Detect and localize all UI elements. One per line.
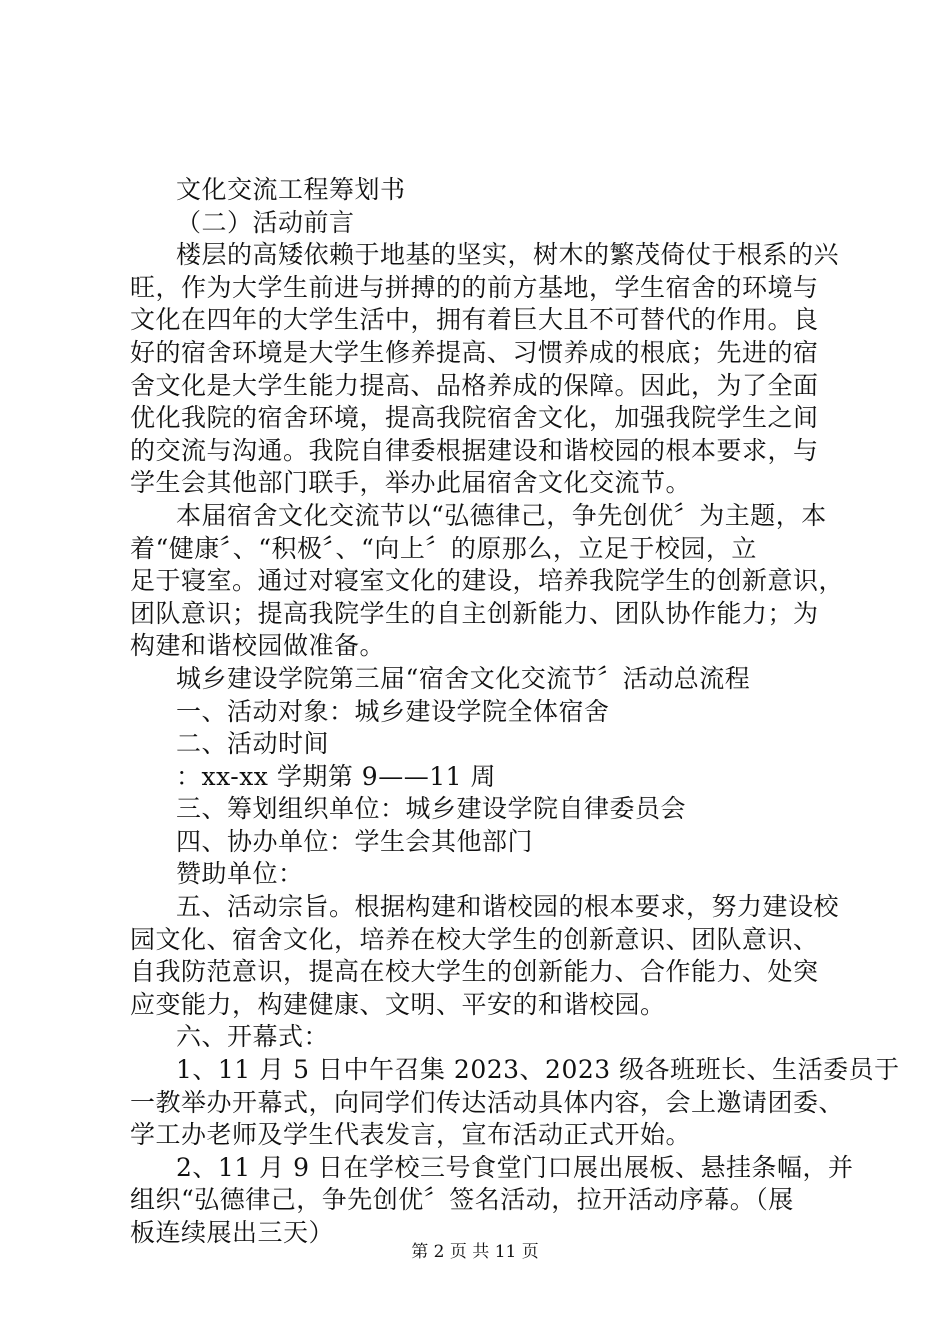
list-item: 一、活动对象：城乡建设学院全体宿舍	[176, 696, 610, 726]
document-title: 文化交流工程筹划书	[176, 175, 406, 204]
paragraph-line: 五、活动宗旨。根据构建和谐校园的根本要求，努力建设校	[176, 892, 840, 922]
section-heading: （二）活动前言	[176, 207, 355, 237]
paragraph-line: 本届宿舍文化交流节以“弘德律己，争先创优〞为主题，本	[176, 500, 827, 530]
paragraph-line: 自我防范意识，提高在校大学生的创新能力、合作能力、处突	[130, 957, 819, 987]
paragraph-line: 构建和谐校园做准备。	[130, 631, 386, 661]
paragraph-line: 着“健康〞、“积极〞、“向上〞的原那么，立足于校园，立	[130, 533, 757, 563]
list-item: 赞助单位：	[176, 859, 304, 889]
paragraph-line: 足于寝室。通过对寝室文化的建设，培养我院学生的创新意识，	[130, 566, 845, 596]
paragraph-line: 好的宿舍环境是大学生修养提高、习惯养成的根底；先进的宿	[130, 337, 819, 367]
paragraph-line: 舍文化是大学生能力提高、品格养成的保障。因此，为了全面	[130, 370, 819, 400]
paragraph-line: 的交流与沟通。我院自律委根据建设和谐校园的根本要求，与	[130, 435, 819, 465]
paragraph-line: 学工办老师及学生代表发言，宣布活动正式开始。	[130, 1120, 692, 1150]
paragraph-line: 一教举办开幕式，向同学们传达活动具体内容，会上邀请团委、	[130, 1087, 845, 1117]
paragraph-line: 2、11 月 9 日在学校三号食堂门口展出展板、悬挂条幅，并	[176, 1152, 854, 1182]
paragraph-line: 旺，作为大学生前进与拼搏的的前方基地，学生宿舍的环境与	[130, 272, 819, 302]
paragraph-line: 园文化、宿舍文化，培养在校大学生的创新意识、团队意识、	[130, 924, 819, 954]
paragraph-line: 团队意识；提高我院学生的自主创新能力、团队协作能力；为	[130, 598, 819, 628]
paragraph-line: 文化在四年的大学生活中，拥有着巨大且不可替代的作用。良	[130, 305, 819, 335]
paragraph-line: 楼层的高矮依赖于地基的坚实，树木的繁茂倚仗于根系的兴	[176, 240, 840, 270]
section-heading: 城乡建设学院第三届“宿舍文化交流节〞活动总流程	[176, 663, 751, 693]
paragraph-line: 优化我院的宿舍环境，提高我院宿舍文化，加强我院学生之间	[130, 403, 819, 433]
page-footer: 第 2 页 共 11 页	[411, 1242, 539, 1262]
list-item: ：xx-xx 学期第 9——11 周	[176, 761, 496, 791]
paragraph-line: 1、11 月 5 日中午召集 2023、2023 级各班班长、生活委员于	[176, 1055, 900, 1085]
list-item: 四、协办单位：学生会其他部门	[176, 826, 534, 856]
list-item: 二、活动时间	[176, 729, 330, 759]
document-body	[130, 174, 900, 1250]
list-item: 三、筹划组织单位：城乡建设学院自律委员会	[176, 794, 687, 824]
paragraph-line: 学生会其他部门联手，举办此届宿舍文化交流节。	[130, 468, 692, 498]
paragraph-line: 组织“弘德律己，争先创优〞签名活动，拉开活动序幕。（展	[130, 1185, 794, 1215]
paragraph-line: 板连续展出三天）	[130, 1218, 335, 1247]
list-item: 六、开幕式：	[176, 1022, 330, 1052]
paragraph-line: 应变能力，构建健康、文明、平安的和谐校园。	[130, 989, 666, 1019]
